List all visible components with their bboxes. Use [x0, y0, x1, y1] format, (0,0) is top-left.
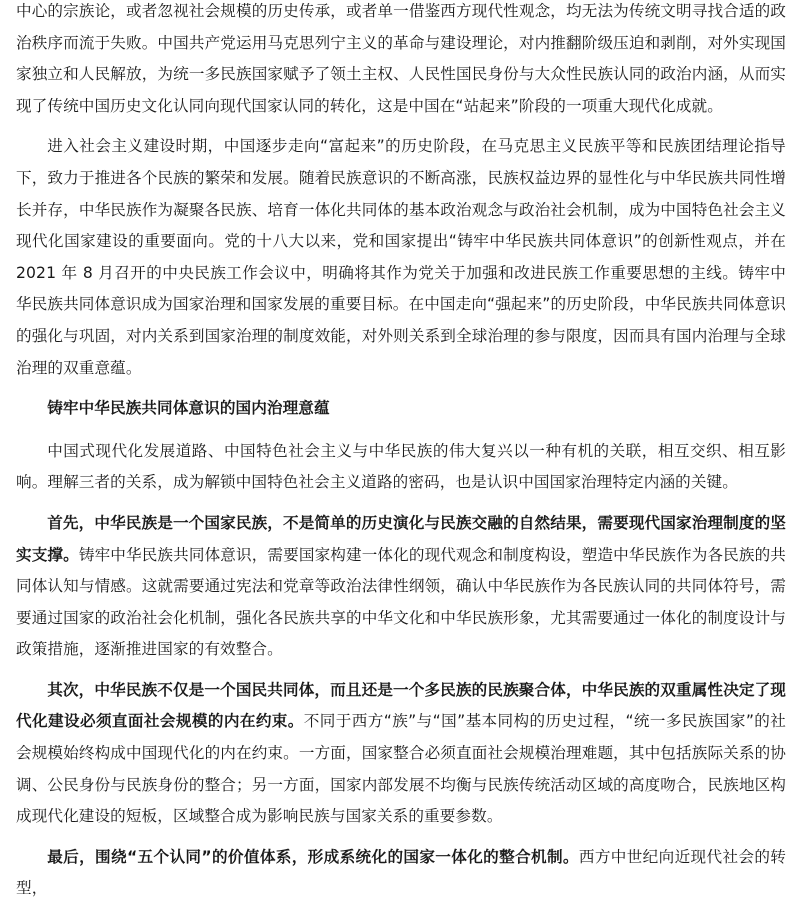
section-heading: 铸牢中华民族共同体意识的国内治理意蕴: [47, 399, 330, 418]
paragraph-lead-bold: 其次，中华民族不仅是一个国民共同体，而且还是一个多民族的民族聚合体，中华民族的双重属性决定了现代化建设必须直面社会规模的内在约束。: [16, 680, 786, 731]
paragraph-lead-bold: 首先，中华民族是一个国家民族，不是简单的历史演化与民族交融的自然结果，需要现代国家治理制度的坚实支撑。: [16, 513, 786, 564]
paragraph-text: 铸牢中华民族共同体意识，需要国家构建一体化的现代观念和制度构设，塑造中华民族作为各民族的共同体认知与情感。这就需要通过宪法和党章等政治法律性纲领，确认中华民族作为各民族认同的共同体符号，需要通过国家的政治社会化机制，强化各民族共享的中华文化和中华民族形象，尤其需要通过一体化的制度设计与政策措施，逐渐推进国家的有效整合。: [16, 545, 786, 659]
paragraph-6: [16, 842, 786, 905]
paragraph-1: [16, 0, 786, 122]
document-body: [16, 0, 786, 914]
paragraph-4: [16, 508, 786, 666]
paragraph-text: 西方中世纪向近现代社会的转型，: [16, 847, 786, 898]
paragraph-text: 中国式现代化发展道路、中国特色社会主义与中华民族的伟大复兴以一种有机的关联，相互交织、相互影响。理解三者的关系，成为解锁中国特色社会主义道路的密码，也是认识中国国家治理特定内涵的关键。: [16, 441, 786, 492]
paragraph-2: [16, 131, 786, 384]
paragraph-text: 进入社会主义建设时期，中国逐步走向“富起来”的历史阶段，在马克思主义民族平等和民族团结理论指导下，致力于推进各个民族的繁荣和发展。随着民族意识的不断高涨，民族权益边界的显性化与中华民族共同性增长并存，中华民族作为凝聚各民族、培育一体化共同体的基本政治观念与政治社会机制，成为中国特色社会主义现代化国家建设的重要面向。党的十八大以来，党和国家提出“铸牢中华民族共同体意识”的创新性观点，并在 2021 年 8 月召开的中央民族工作会议中，明确将其作为党关于加强和改进民族工作重要思想的主线。铸牢中华民族共同体意识成为国家治理和国家发展的重要目标。在中国走向“强起来”的历史阶段，中华民族共同体意识的强化与巩固，对内关系到国家治理的制度效能，对外则关系到全球治理的参与限度，因而具有国内治理与全球治理的双重意蕴。: [16, 137, 786, 377]
paragraph-text: 中心的宗族论，或者忽视社会规模的历史传承，或者单一借鉴西方现代性观念，均无法为传统文明寻找合适的政治秩序而流于失败。中国共产党运用马克思列宁主义的革命与建设理论，对内推翻阶级压迫和剥削，对外实现国家独立和人民解放，为统一多民族国家赋予了领土主权、人民性国民身份与大众性民族认同的政治内涵，从而实现了传统中国历史文化认同向现代国家认同的转化，这是中国在“站起来”阶段的一项重大现代化成就。: [16, 2, 786, 115]
paragraph-text: 不同于西方“族”与“国”基本同构的历史过程，“统一多民族国家”的社会规模始终构成中国现代化的内在约束。一方面，国家整合必须直面社会规模治理难题，其中包括族际关系的协调、公民身份与民族身份的整合；另一方面，国家内部发展不均衡与民族传统活动区域的高度吻合，民族地区构成现代化建设的短板，区域整合成为影响民族与国家关系的重要参数。: [16, 712, 786, 826]
paragraph-5: [16, 675, 786, 833]
paragraph-lead-bold: 最后，围绕“五个认同”的价值体系，形成系统化的国家一体化的整合机制。: [47, 847, 579, 866]
paragraph-3: [16, 436, 786, 499]
